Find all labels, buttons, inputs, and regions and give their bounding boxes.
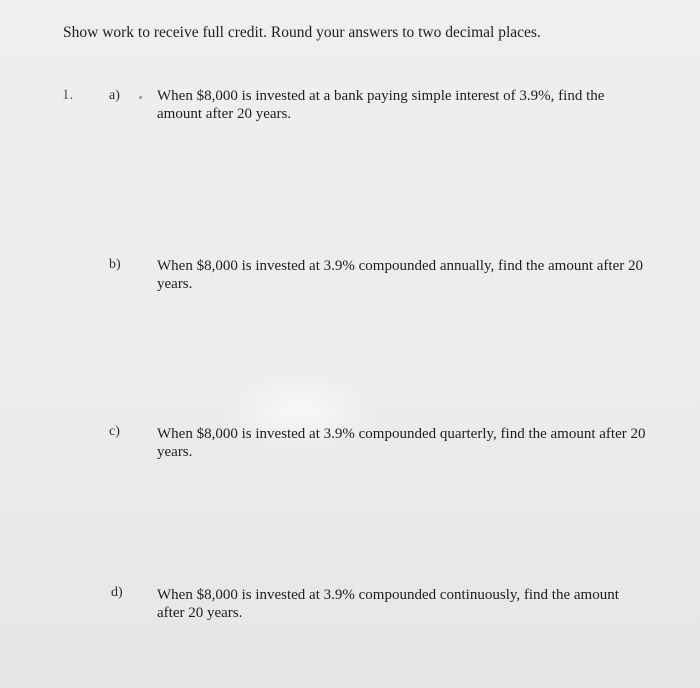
problem-number: 1.: [62, 87, 74, 103]
instructions-text: Show work to receive full credit. Round your answers to two decimal places.: [63, 24, 541, 41]
part-d-question: When $8,000 is invested at 3.9% compounded continuously, find the amount after 20 years.: [157, 587, 619, 621]
part-b-label: b): [109, 257, 121, 272]
stray-mark: [139, 96, 142, 99]
part-d-label: d): [111, 585, 123, 600]
part-a-label: a): [109, 88, 120, 103]
part-a-question: When $8,000 is invested at a bank paying simple interest of 3.9%, find the amount after 20 years.: [157, 88, 605, 122]
part-b-question: When $8,000 is invested at 3.9% compounded annually, find the amount after 20 years.: [157, 258, 643, 292]
part-c-question: When $8,000 is invested at 3.9% compounded quarterly, find the amount after 20 years.: [157, 426, 646, 460]
part-c-label: c): [109, 424, 120, 439]
